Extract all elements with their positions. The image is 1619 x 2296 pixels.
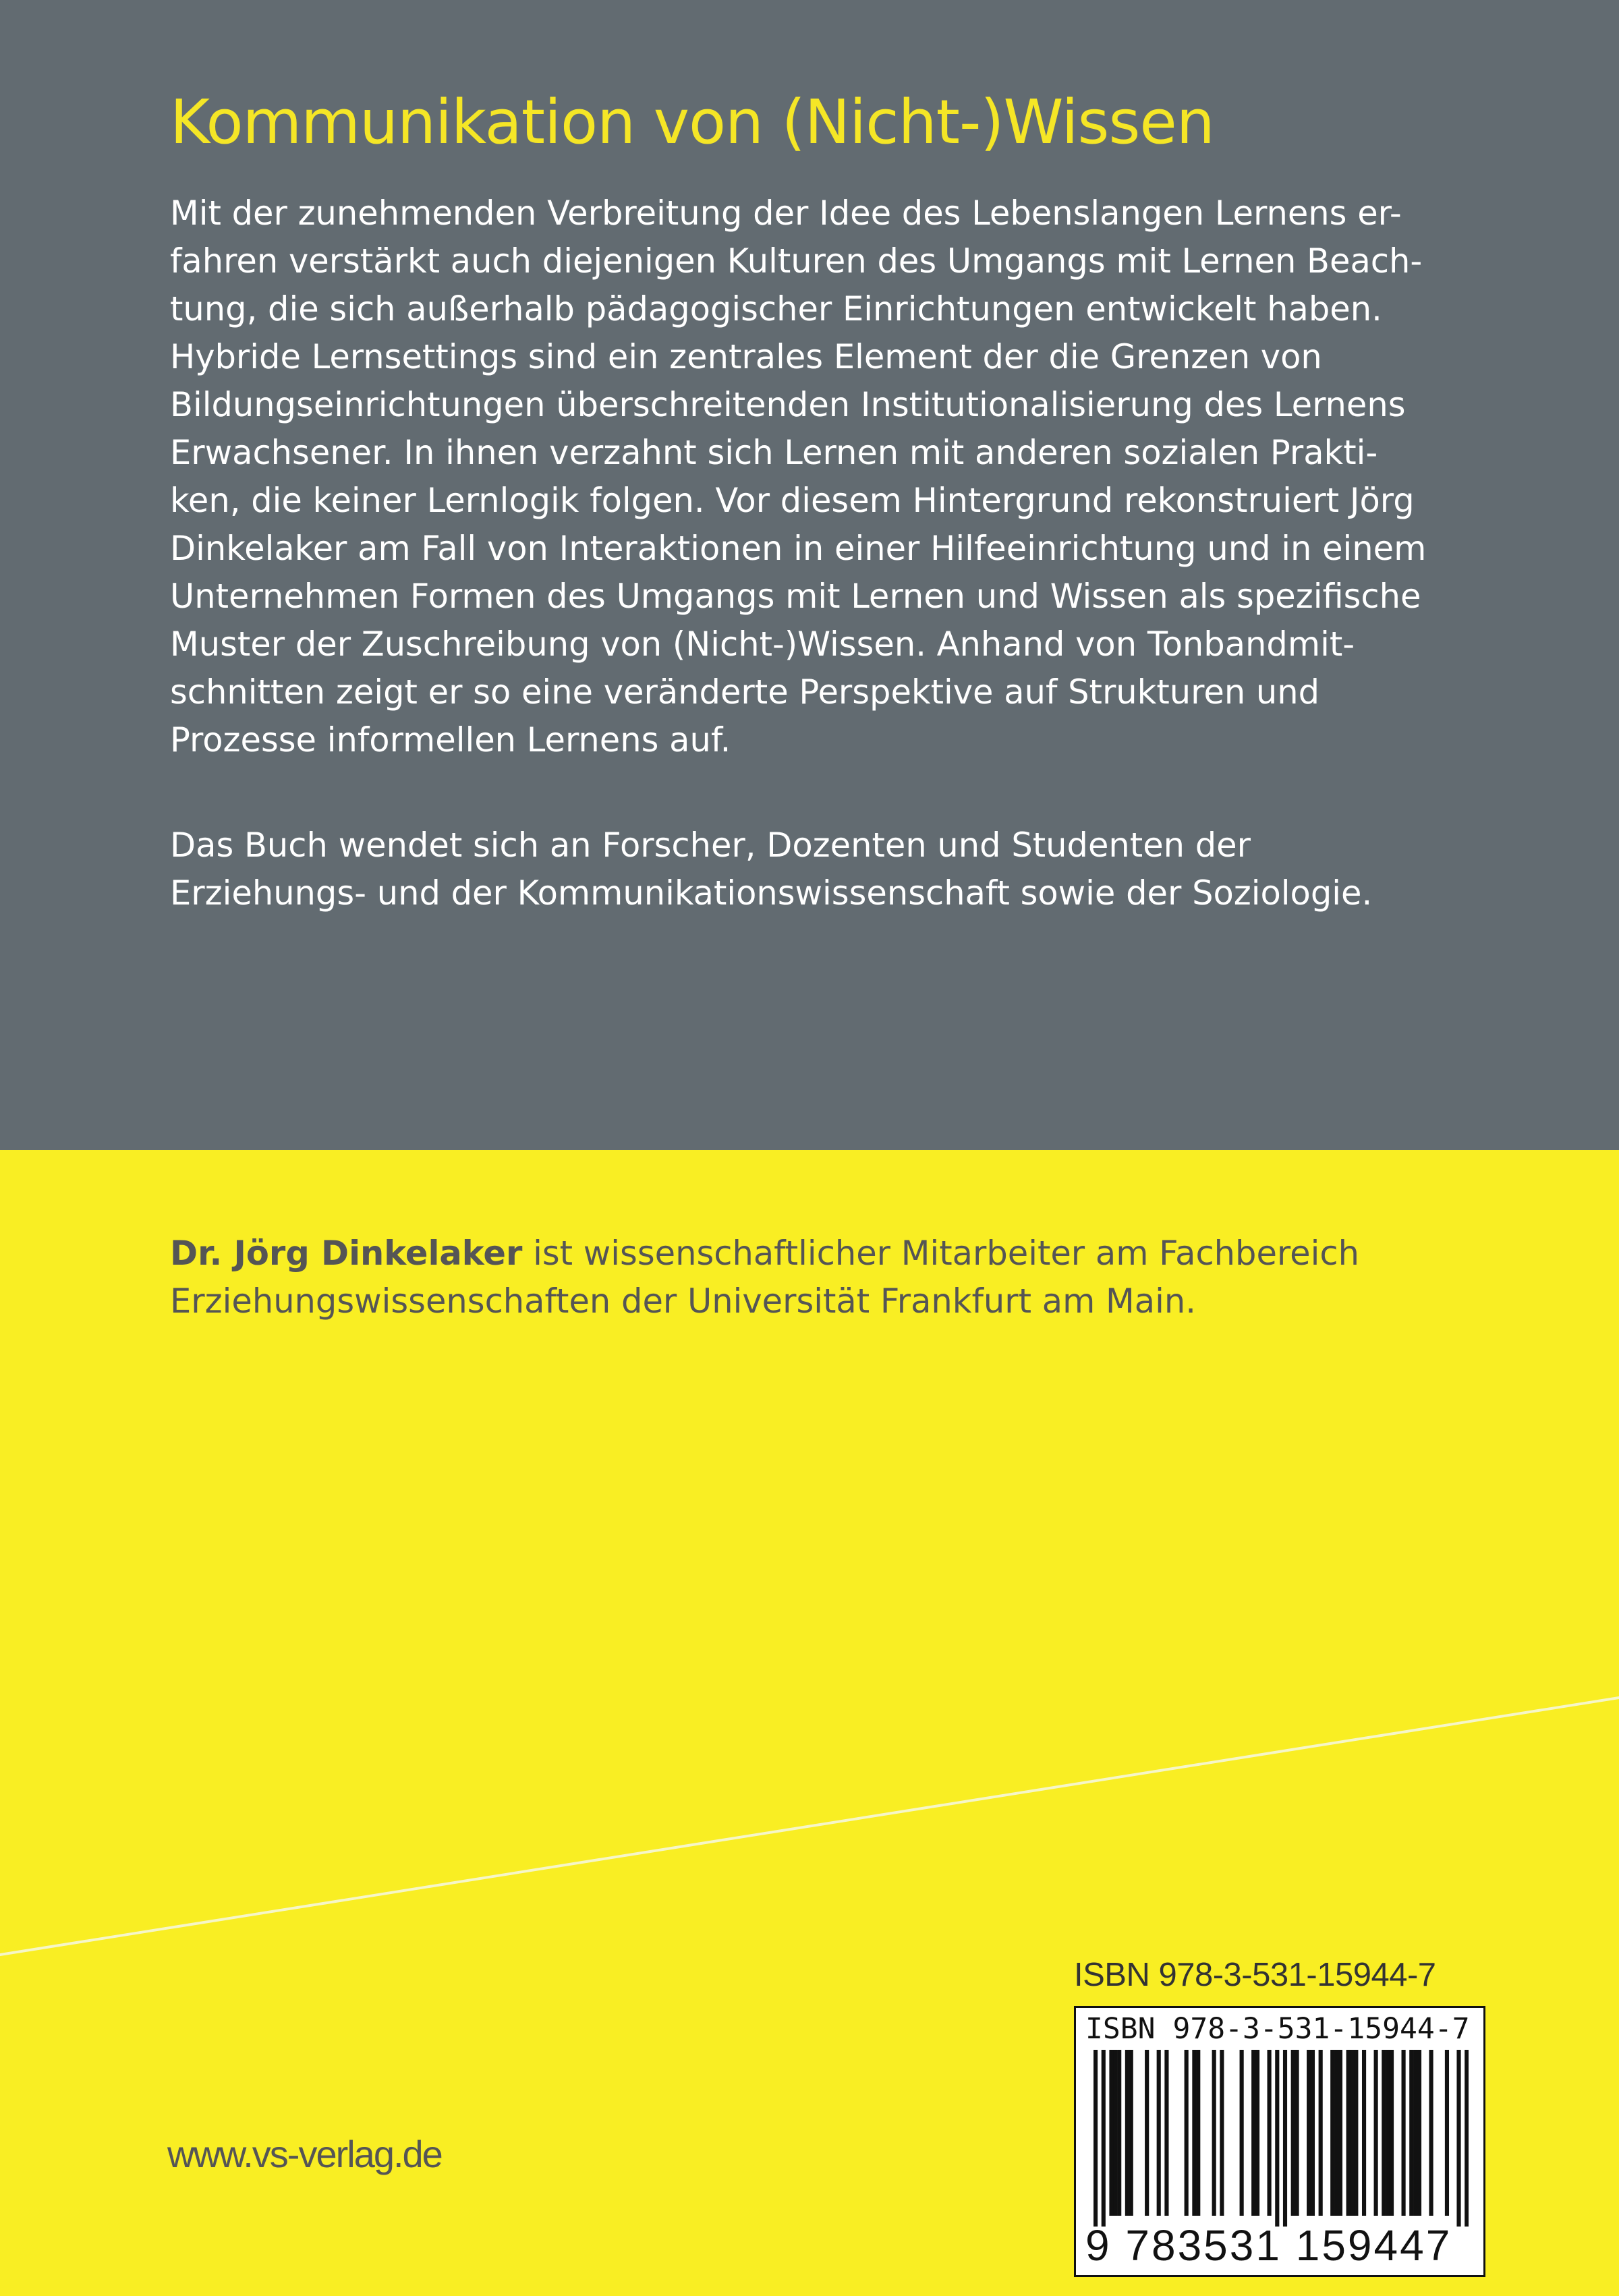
barcode-bar: [1117, 2050, 1121, 2216]
barcode-bar: [1102, 2050, 1106, 2227]
barcode-bar: [1350, 2050, 1354, 2216]
audience-line: Erziehungs- und der Kommunikationswissenschaft sowie der Soziologie.: [170, 873, 1373, 913]
barcode-bar: [1255, 2050, 1259, 2216]
barcode-bar: [1382, 2050, 1386, 2216]
barcode-bar: [1185, 2050, 1189, 2216]
barcode-bar: [1164, 2050, 1168, 2216]
barcode-bar: [1319, 2050, 1323, 2216]
barcode-bar: [1338, 2050, 1342, 2216]
barcode-bar: [1465, 2050, 1469, 2227]
barcode-bar: [1307, 2050, 1311, 2216]
barcode-bar: [1220, 2050, 1224, 2216]
description-line: Bildungseinrichtungen überschreitenden Institutionalisierung des Lernens: [170, 385, 1406, 424]
barcode: [1074, 2006, 1485, 2277]
barcode-bar: [1268, 2050, 1272, 2216]
barcode-bar: [1334, 2050, 1338, 2216]
barcode-bar: [1456, 2050, 1460, 2227]
description-line: schnitten zeigt er so eine veränderte Perspektive auf Strukturen und: [170, 672, 1320, 712]
author-name: Dr. Jörg Dinkelaker: [170, 1234, 523, 1273]
barcode-bar: [1157, 2050, 1161, 2216]
barcode-bar: [1212, 2050, 1216, 2216]
barcode-bar: [1240, 2050, 1244, 2216]
barcode-bar: [1311, 2050, 1315, 2216]
barcode-bar: [1291, 2050, 1295, 2216]
description-line: Mit der zunehmenden Verbreitung der Idee des Lebenslangen Lernens er-: [170, 194, 1402, 233]
barcode-bar: [1283, 2050, 1287, 2227]
description-line: tung, die sich außerhalb pädagogischer Einrichtungen entwickelt haben.: [170, 289, 1382, 328]
barcode-bar: [1113, 2050, 1117, 2216]
barcode-bar: [1196, 2050, 1200, 2216]
description-line: fahren verstärkt auch diejenigen Kulturen des Umgangs mit Lernen Beach-: [170, 241, 1423, 281]
publisher-website: www.vs-verlag.de: [167, 2133, 442, 2175]
barcode-bar: [1386, 2050, 1390, 2216]
barcode-bar: [1125, 2050, 1129, 2216]
book-title: Kommunikation von (Nicht-)Wissen: [170, 87, 1214, 158]
barcode-bar: [1362, 2050, 1366, 2216]
audience-line: Das Buch wendet sich an Forscher, Dozenten und Studenten der: [170, 826, 1251, 865]
barcode-bar: [1129, 2050, 1133, 2216]
barcode-bar: [1295, 2050, 1299, 2216]
author-bio-text: ist wissenschaftlicher Mitarbeiter am Fachbereich: [522, 1234, 1359, 1273]
description-line: Muster der Zuschreibung von (Nicht-)Wissen. Anhand von Tonbandmit-: [170, 625, 1355, 664]
barcode-bar: [1390, 2050, 1394, 2216]
barcode-bars: [1093, 2050, 1469, 2227]
description-line: ken, die keiner Lernlogik folgen. Vor diesem Hintergrund rekonstruiert Jörg: [170, 481, 1415, 520]
author-bio-line: Erziehungswissenschaften der Universität Frankfurt am Main.: [170, 1282, 1196, 1321]
barcode-bar: [1275, 2050, 1279, 2227]
isbn-label: ISBN 978-3-531-15944-7: [1074, 1957, 1436, 1993]
description-line: Prozesse informellen Lernens auf.: [170, 720, 731, 759]
barcode-bar: [1346, 2050, 1351, 2216]
barcode-bar: [1145, 2050, 1149, 2216]
barcode-digits: 9 783531 159447: [1085, 2221, 1452, 2270]
barcode-bar: [1413, 2050, 1417, 2216]
barcode-bar: [1109, 2050, 1113, 2216]
barcode-bar: [1429, 2050, 1433, 2216]
barcode-bar: [1409, 2050, 1413, 2216]
barcode-bar: [1445, 2050, 1449, 2216]
barcode-bar: [1093, 2050, 1098, 2227]
barcode-bar: [1417, 2050, 1421, 2216]
barcode-bar: [1374, 2050, 1378, 2216]
barcode-bar: [1354, 2050, 1358, 2216]
barcode-isbn-text: ISBN 978-3-531-15944-7: [1085, 2012, 1470, 2046]
barcode-bar: [1192, 2050, 1196, 2216]
description-line: Hybride Lernsettings sind ein zentrales Element der die Grenzen von: [170, 337, 1322, 376]
description-line: Erwachsener. In ihnen verzahnt sich Lernen mit anderen sozialen Prakti-: [170, 433, 1378, 472]
barcode-bar: [1402, 2050, 1406, 2216]
barcode-bar: [1251, 2050, 1255, 2216]
description-line: Unternehmen Formen des Umgangs mit Lernen und Wissen als spezifische: [170, 577, 1421, 616]
barcode-bar: [1330, 2050, 1334, 2216]
description-line: Dinkelaker am Fall von Interaktionen in einer Hilfeeinrichtung und in einem: [170, 529, 1427, 568]
